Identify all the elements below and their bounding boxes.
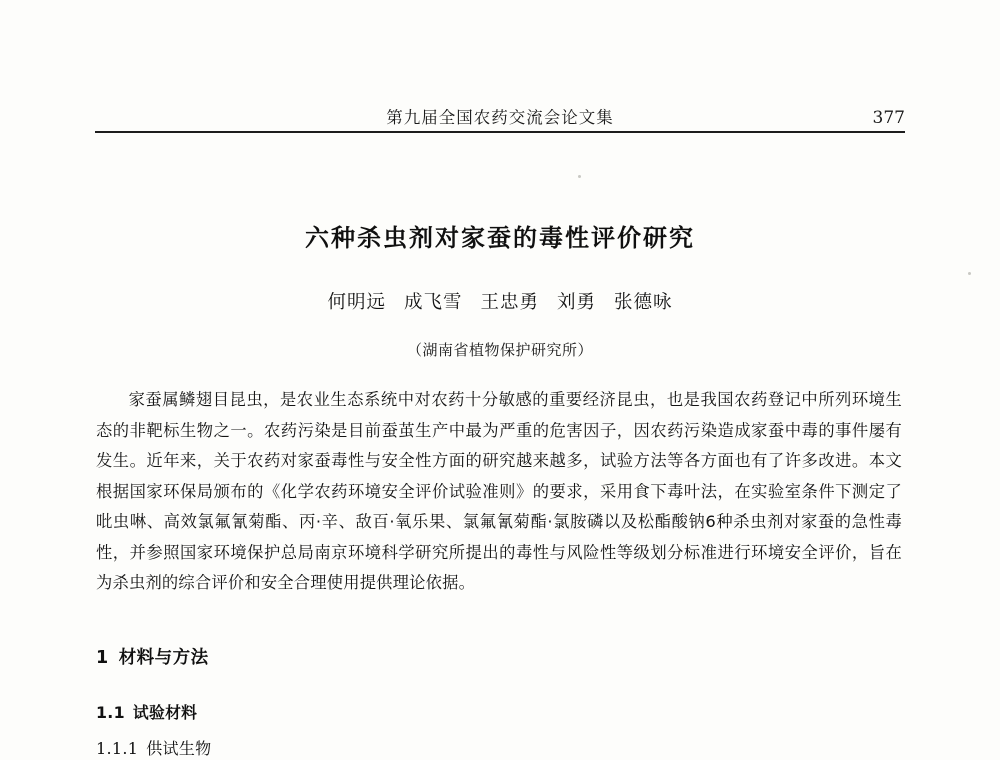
running-header-title: 第九届全国农药交流会论文集: [386, 108, 614, 127]
page-number: 377: [872, 108, 905, 128]
author-name: 何明远: [327, 292, 386, 313]
section-heading-1: [96, 644, 209, 669]
running-header: [95, 104, 905, 128]
affiliation: （湖南省植物保护研究所）: [406, 341, 593, 359]
author-name: 王忠勇: [480, 292, 539, 313]
scan-speck: [578, 175, 581, 178]
section-number: 1.1: [96, 703, 125, 722]
section-label: 材料与方法: [118, 648, 209, 668]
author-name: 成飞雪: [403, 292, 463, 313]
header-rule: [95, 131, 905, 133]
author-name: 刘勇: [557, 292, 597, 313]
section-label: 试验材料: [132, 703, 198, 722]
abstract-paragraph: 家蚕属鳞翅目昆虫，是农业生态系统中对农药十分敏感的重要经济昆虫，也是我国农药登记中所列环境生态的非靶标生物之一。农药污染是目前蚕茧生产中最为严重的危害因子，因农药污染造成家蚕中毒的事件屡有发生。近年来，关于农药对家蚕毒性与安全性方面的研究越来越多，试验方法等各方面也有了许多改进。本文根据国家环保局颁布的《化学农药环境安全评价试验准则》的要求，采用食下毒叶法，在实验室条件下测定了吡虫啉、高效氯氟氰菊酯、丙·辛、敌百·氧乐果、氯氟氰菊酯·氯胺磷以及松酯酸钠6种杀虫剂对家蚕的急性毒性，并参照国家环境保护总局南京环境科学研究所提出的毒性与风险性等级划分标准进行环境安全评价，旨在为杀虫剂的综合评价和安全合理使用提供理论依据。: [96, 390, 902, 592]
section-label: 供试生物: [146, 739, 212, 758]
author-list: [0, 288, 1000, 314]
page-title: 六种杀虫剂对家蚕的毒性评价研究: [305, 224, 695, 252]
section-number: 1.1.1: [96, 739, 139, 758]
author-name: 张德咏: [614, 292, 673, 313]
section-heading-1-1-1: [96, 736, 211, 759]
section-number: 1: [96, 648, 109, 668]
section-heading-1-1: [96, 700, 197, 723]
scan-speck: [968, 272, 971, 275]
